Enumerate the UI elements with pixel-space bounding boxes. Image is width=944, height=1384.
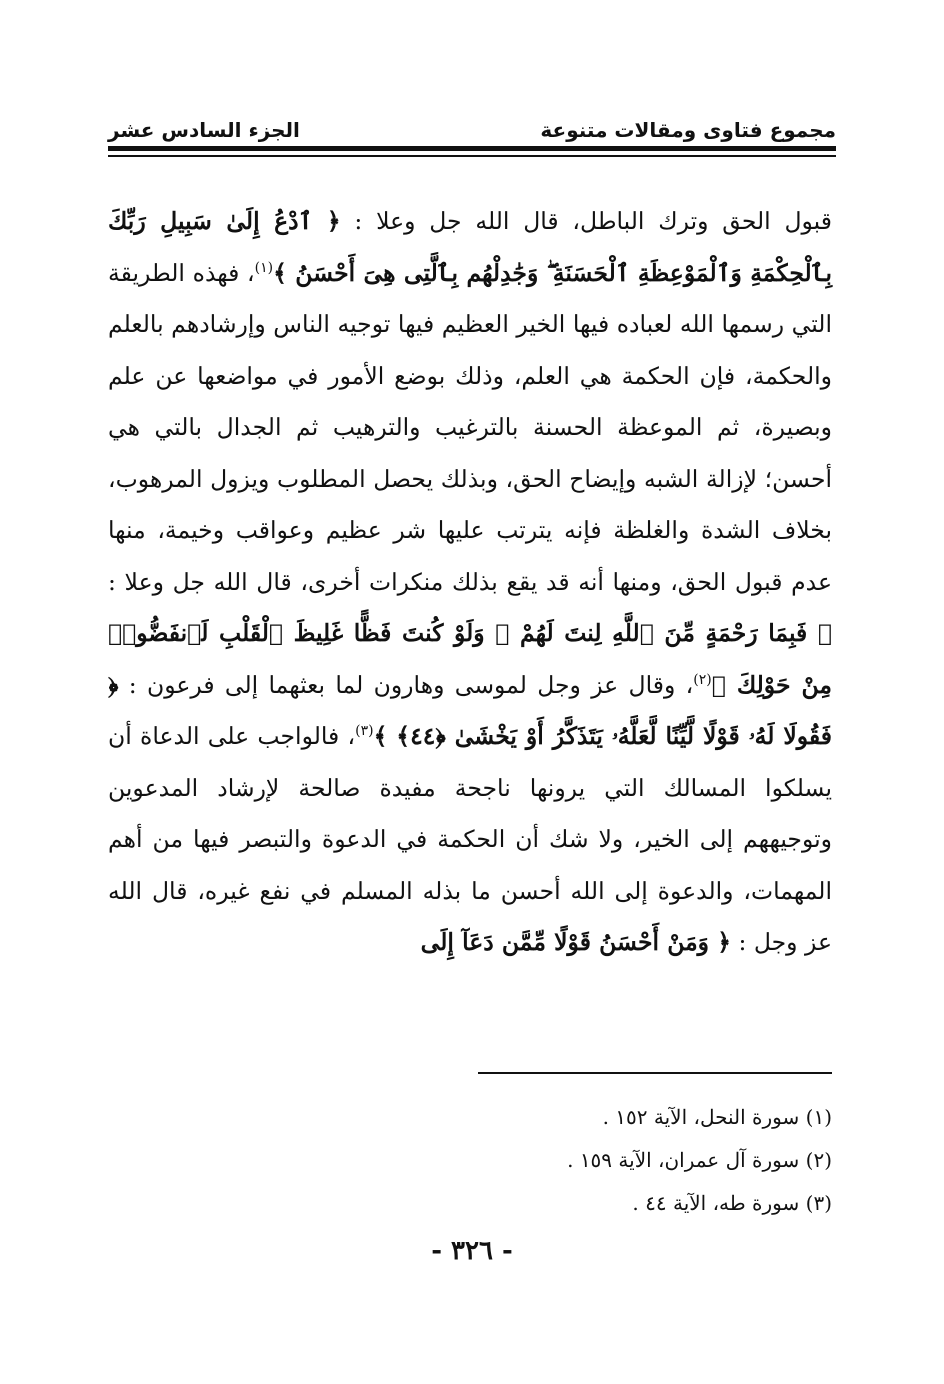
footnote-ref-2: (٢) — [693, 671, 712, 688]
text-run-3: ، وقال عز وجل لموسى وهارون لما بعثهما إلى فرعون : — [118, 670, 694, 699]
quran-verse-4: وَمَنْ أَحْسَنُ قَوْلًا مِّمَّن دَعَآ إِلَى — [420, 928, 718, 956]
text-run-1: قبول الحق وترك الباطل، قال الله جل وعلا : — [340, 207, 832, 235]
header-rule-thin — [108, 155, 836, 157]
footnotes-list — [108, 1096, 832, 1225]
ornate-bracket-open: ﴿ — [326, 207, 341, 235]
footnote-separator — [478, 1072, 832, 1074]
ornate-bracket-open: ﴿ — [817, 619, 832, 647]
ornate-bracket-open: ﴿ — [108, 670, 119, 699]
footnote-item: (١) سورة النحل، الآية ١٥٢ . — [602, 1105, 832, 1129]
ornate-bracket-open: ﴿ — [717, 928, 731, 956]
footnote-item: (٣) سورة طه، الآية ٤٤ . — [632, 1191, 832, 1215]
footnote-ref-3: (٣) — [355, 723, 374, 740]
header-rule-thick — [108, 146, 836, 151]
page-number: - ٣٢٦ - — [431, 1236, 513, 1266]
text-run-4: ، فالواجب على الدعاة أن يسلكوا المسالك التي يرونها ناجحة مفيدة صالحة لإرشاد المدعوين وتوجيههم إلى الخير، ولا شك أن الحكمة في الدعوة والتبصر فيها من أهم المهمات، والدعوة إلى الله أحسن ما بذله المسلم في نفع غيره، قال الله عز وجل : — [108, 722, 832, 956]
running-header — [108, 112, 836, 142]
footnote-ref-1: (١) — [254, 259, 274, 276]
book-title: مجموع فتاوى ومقالات متنوعة — [540, 118, 836, 142]
ornate-bracket-close: ﴾ — [273, 258, 287, 287]
volume-label: الجزء السادس عشر — [108, 118, 300, 142]
text-run-2: ، فهذه الطريقة التي رسمها الله لعباده فيها الخير العظيم فيها توجيه الناس وإرشادهم بالعلم والحكمة، فإن الحكمة هي العلم، وذلك بوضع الأمور في مواضعها عن علم وبصيرة، ثم الموعظة الحسنة بالترغيب والترهيب ثم الجدال بالتي هي أحسن؛ لإزالة الشبه وإيضاح الحق، وبذلك يحصل المطلوب ويزول المرهوب، بخلاف الشدة والغلظة فإنه يترتب عليها شر عظيم وعواقب وخيمة، منها عدم قبول الحق، ومنها أنه قد يقع بذلك منكرات أخرى، قال الله جل وعلا : — [108, 258, 832, 596]
ornate-bracket-close: ﴾ — [711, 670, 726, 699]
main-paragraph — [108, 196, 832, 969]
quran-verse-2: فَبِمَا رَحْمَةٍ مِّنَ ٱللَّهِ لِنتَ لَهُمْ ۖ وَلَوْ كُنتَ فَظًّا غَلِيظَ ٱلْقَلْبِ لَٱنفَضُّوا۟ مِنْ حَوْلِكَ — [108, 619, 832, 699]
quran-verse-3: فَقُولَا لَهُۥ قَوْلًا لَّيِّنًا لَّعَلَّهُۥ يَتَذَكَّرُ أَوْ يَخْشَىٰ ﴿٤٤﴾ — [387, 722, 832, 750]
body-text — [108, 196, 832, 969]
ornate-bracket-close: ﴾ — [373, 722, 388, 750]
quran-verse-1: ٱدْعُ إِلَىٰ سَبِيلِ رَبِّكَ بِٱلْحِكْمَةِ وَٱلْمَوْعِظَةِ ٱلْحَسَنَةِ ۖ وَجَٰدِلْهُم بِٱلَّتِى هِىَ أَحْسَنُ — [108, 207, 833, 287]
footnote-item: (٢) سورة آل عمران، الآية ١٥٩ . — [567, 1148, 832, 1172]
